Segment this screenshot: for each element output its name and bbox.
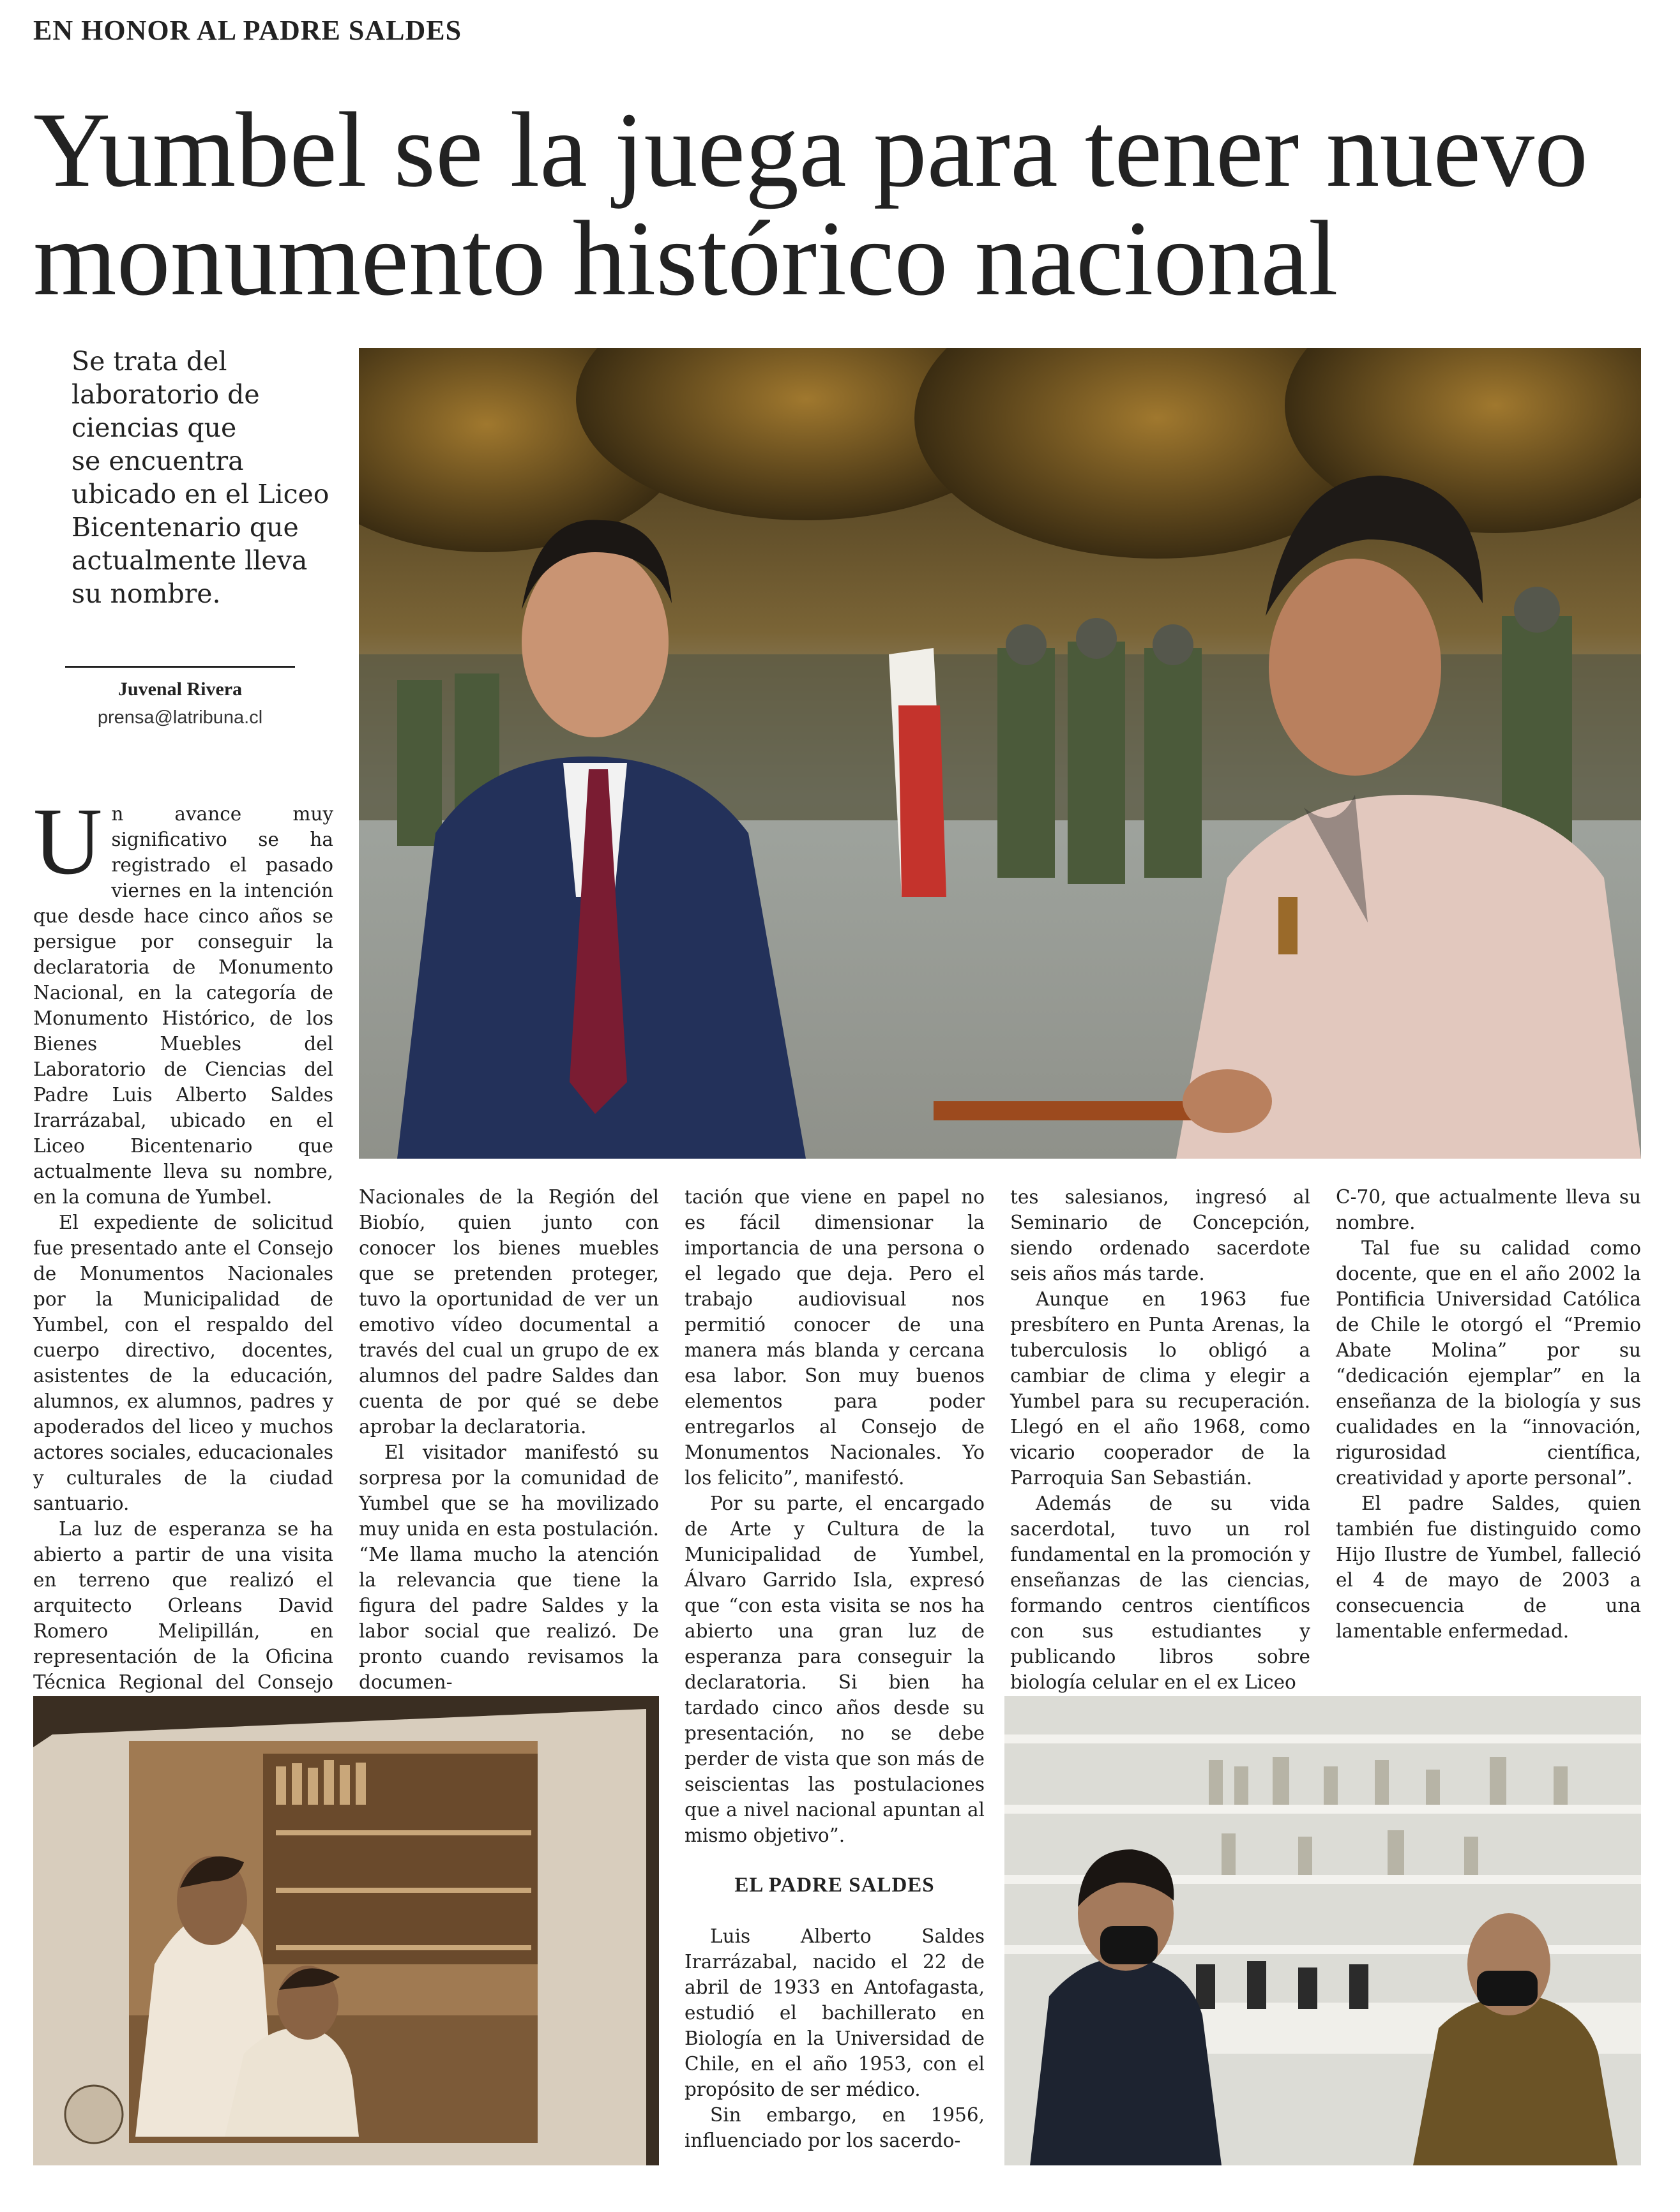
- article-paragraph: Luis Alberto Saldes Irarrázabal, nacido el 22 de abril de 1933 en Antofagasta, estudió el bachillerato en Biología en la Universidad de Chile, en el año 1953, con el propósito de ser médico.: [685, 1925, 985, 2100]
- byline-divider: [65, 666, 295, 668]
- byline-author: Juvenal Rivera: [117, 679, 243, 700]
- article-paragraph: Sin embargo, en 1956, influenciado por los sacerdo-: [685, 2104, 985, 2151]
- lab-photo-illustration: [1004, 1696, 1641, 2165]
- main-photo: [359, 348, 1641, 1159]
- subhead: EL PADRE SALDES: [734, 1874, 935, 1897]
- article-paragraph: Además de su vida sacerdotal, tuvo un rol fundamental en la promoción y enseñanzas de las ciencias, formando centros científicos con sus estudiantes y publicando libros sobre biología celular en el ex Liceo: [1010, 1493, 1310, 1693]
- archive-photo-illustration: [33, 1696, 659, 2165]
- article-column-2: [359, 1184, 659, 1695]
- article-paragraph: Tal fue su calidad como docente, que en el año 2002 la Pontificia Universidad Católica de Chile le otorgó el “Premio Abate Molina” por su “dedicación ejemplar” en la enseñanza de la biología y sus cualidades en la “innovación, rigurosidad científica, creatividad y aporte personal”.: [1336, 1237, 1641, 1489]
- headline: [33, 91, 1661, 318]
- deck-line: ciencias que: [72, 412, 237, 443]
- article-column-4: [1010, 1184, 1310, 1695]
- article-paragraph: El visitador manifestó su sorpresa por la comunidad de Yumbel que se ha movilizado muy unida en esta postulación. “Me llama mucho la atención la relevancia que tiene la figura del padre Saldes y la labor social que realizó. De pronto cuando revisamos la documen-: [359, 1441, 659, 1693]
- article-paragraph: C-70, que actualmente lleva su nombre.: [1336, 1186, 1641, 1233]
- deck-line: Se trata del: [72, 346, 227, 377]
- byline-email: prensa@latribuna.cl: [97, 707, 263, 728]
- deck-line: su nombre.: [72, 578, 221, 609]
- deck-line: actualmente lleva: [72, 545, 308, 576]
- article-paragraph: La luz de esperanza se ha abierto a partir de una visita en terreno que realizó el arquitecto Orleans David Romero Melipillán, en representación de la Oficina Técnica Regional del Consejo: [33, 1518, 333, 1693]
- deck-line: se encuentra: [72, 446, 244, 476]
- paragraph-text: n avance muy significativo se ha registrado el pasado viernes en la intención que desde hace cinco años se persigue por conseguir la declaratoria de Monumento Nacional, en la categoría de Monumento Histórico, de los Bienes Muebles del Laboratorio de Ciencias del Padre Luis Alberto Saldes Irarrázabal, ubicado en el Liceo Bicentenario que actualmente lleva su nombre, en la comuna de Yumbel.: [33, 803, 333, 1208]
- article-paragraph: tes salesianos, ingresó al Seminario de Concepción, siendo ordenado sacerdote seis años más tarde.: [1010, 1186, 1310, 1284]
- article-paragraph: Por su parte, el encargado de Arte y Cultura de la Municipalidad de Yumbel, Álvaro Garrido Isla, expresó que “con esta visita se nos ha abierto una gran luz de esperanza para conseguir la declaratoria. Si bien ha tardado cinco años desde su presentación, no se debe perder de vista que son más de seiscientas las postulaciones que a nivel nacional apuntan al mismo objetivo”.: [685, 1493, 985, 1846]
- lab-photo: [1004, 1696, 1641, 2165]
- deck-line: ubicado en el Liceo: [72, 479, 329, 509]
- drop-cap: U: [33, 788, 103, 894]
- deck: [72, 345, 333, 610]
- article-paragraph: Aunque en 1963 fue presbítero en Punta Arenas, la tuberculosis lo obligó a cambiar de clima y elegir a Yumbel para su recuperación. Llegó en el año 1968, como vicario cooperador de la Parroquia San Sebastián.: [1010, 1288, 1310, 1489]
- headline-line-2: monumento histórico nacional: [33, 199, 1338, 318]
- article-paragraph: tación que viene en papel no es fácil dimensionar la importancia de una persona o el legado que deja. Pero el trabajo audiovisual nos permitió conocer de una manera más blanda y cercana esa labor. Son muy buenos elementos para poder entregarlos al Consejo de Monumentos Nacionales. Yo los felicito”, manifestó.: [685, 1186, 985, 1489]
- main-photo-illustration: [359, 348, 1641, 1159]
- article-paragraph: El expediente de solicitud fue presentado ante el Consejo de Monumentos Nacionales por la Municipalidad de Yumbel, con el respaldo del cuerpo directivo, docentes, asistentes de la educación, alumnos, ex alumnos, padres y apoderados del liceo y muchos actores sociales, educacionales y culturales de la ciudad santuario.: [33, 1212, 333, 1514]
- archive-photo: [33, 1696, 659, 2165]
- article-column-1: [33, 788, 333, 1720]
- headline-line-1: Yumbel se la juega para tener nuevo: [33, 91, 1589, 209]
- article-paragraph: El padre Saldes, quien también fue distinguido como Hijo Ilustre de Yumbel, falleció el 4 de mayo de 2003 a consecuencia de una lamentable enfermedad.: [1336, 1493, 1641, 1642]
- article-column-5: [1336, 1184, 1641, 1644]
- deck-line: Bicentenario que: [72, 512, 299, 543]
- section-tag: EN HONOR AL PADRE SALDES: [33, 15, 462, 46]
- article-paragraph: Nacionales de la Región del Biobío, quien junto con conocer los bienes muebles que se pretenden proteger, tuvo la oportunidad de ver un emotivo vídeo documental a través del cual un grupo de ex alumnos del padre Saldes dan cuenta de por qué se debe aprobar la declaratoria.: [359, 1186, 659, 1438]
- deck-line: laboratorio de: [72, 379, 260, 410]
- article-column-3: [685, 1184, 985, 2153]
- article-paragraph: [33, 788, 333, 1210]
